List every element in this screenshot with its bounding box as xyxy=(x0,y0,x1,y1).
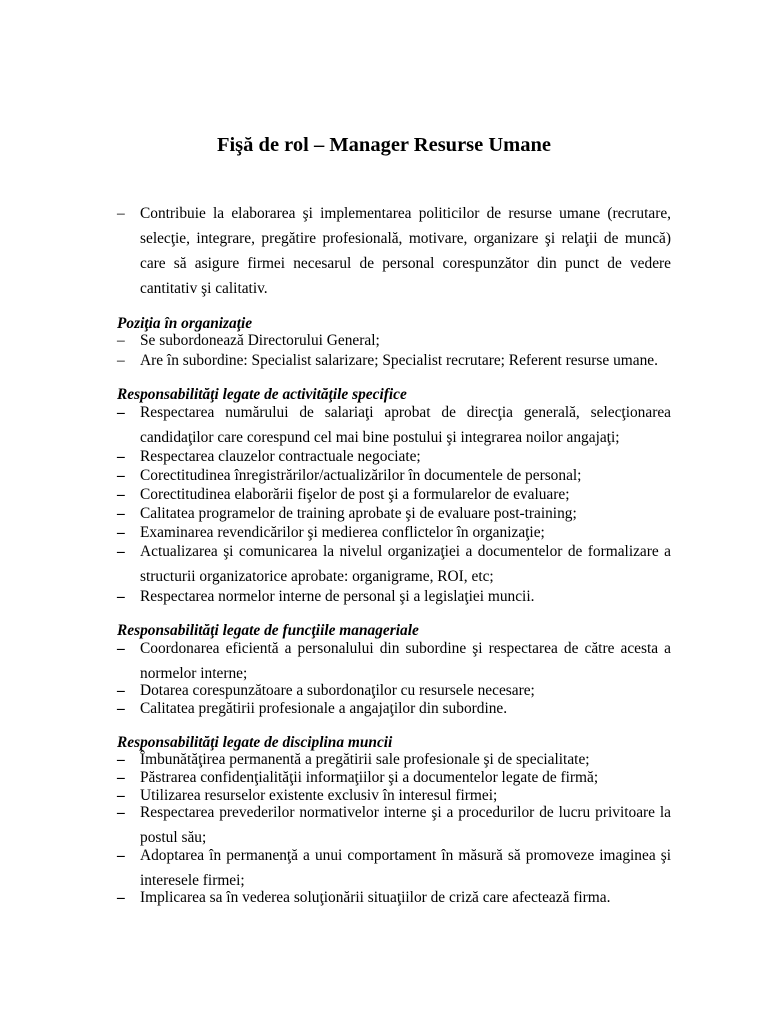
position-list-item xyxy=(117,348,671,373)
list-item-text: Adoptarea în permanenţă a unui comportament în măsură să promoveze imaginea şi interesele firmei; xyxy=(140,846,671,889)
bullet-dash: – xyxy=(117,504,125,522)
bullet-dash: – xyxy=(117,639,125,657)
document-title: Fişă de rol – Manager Resurse Umane xyxy=(216,134,552,156)
bullet-dash: – xyxy=(117,447,125,465)
managerial-list-item xyxy=(117,696,671,721)
bullet-dash: – xyxy=(117,768,125,786)
list-item-text: Respectarea normelor interne de personal şi a legislaţiei muncii. xyxy=(140,587,535,605)
section-heading-specific-activities: Responsabilităţi legate de activităţile specifice xyxy=(117,386,407,403)
activities-list-item xyxy=(117,584,671,609)
intro-text: Contribuie la elaborarea şi implementarea politicilor de resurse umane (recrutare, selecţie, integrare, pregătire profesională, motivare, organizare şi relaţii de muncă) care să asigure firmei necesarul de personal corespunzător din punct de vedere cantitativ şi calitativ. xyxy=(140,204,671,298)
list-item-text: Calitatea pregătirii profesionale a angajaţilor din subordine. xyxy=(140,699,508,717)
bullet-dash: – xyxy=(117,485,125,503)
list-item-text: Corectitudinea înregistrărilor/actualizărilor în documentele de personal; xyxy=(140,466,582,484)
list-item-text: Păstrarea confidenţialităţii informaţiilor şi a documentelor legate de firmă; xyxy=(140,768,599,786)
bullet-dash: – xyxy=(117,523,125,541)
bullet-dash: – xyxy=(117,331,125,349)
list-item-text: Are în subordine: Specialist salarizare; Specialist recrutare; Referent resurse umane. xyxy=(140,351,658,369)
list-item-text: Actualizarea şi comunicarea la nivelul organizaţiei a documentelor de formalizare a structurii organizatorice aprobate: organigrame, ROI, etc; xyxy=(140,542,671,585)
activities-list-item xyxy=(117,400,671,451)
section-heading-position: Poziţia în organizaţie xyxy=(117,315,253,332)
section-heading-work-discipline: Responsabilităţi legate de disciplina muncii xyxy=(117,734,393,751)
bullet-dash: – xyxy=(117,786,125,804)
list-item-text: Dotarea corespunzătoare a subordonaţilor cu resursele necesare; xyxy=(140,681,535,699)
list-item-text: Utilizarea resurselor existente exclusiv în interesul firmei; xyxy=(140,786,498,804)
section-heading-managerial-functions: Responsabilităţi legate de funcţiile manageriale xyxy=(117,622,419,639)
list-item-text: Respectarea prevederilor normativelor interne şi a procedurilor de lucru privitoare la postul său; xyxy=(140,803,671,846)
intro-bullet xyxy=(117,201,671,302)
activities-list-item xyxy=(117,539,671,590)
bullet-dash: – xyxy=(117,542,125,560)
bullet-dash: – xyxy=(117,750,125,768)
list-item-text: Respectarea numărului de salariaţi aprobat de direcţia generală, selecţionarea candidaţilor care corespund cel mai bine postului şi integrarea noilor angajaţi; xyxy=(140,403,671,446)
list-item-text: Examinarea revendicărilor şi medierea conflictelor în organizaţie; xyxy=(140,523,545,541)
bullet-dash: – xyxy=(117,204,125,222)
list-item-text: Respectarea clauzelor contractuale negociate; xyxy=(140,447,421,465)
bullet-dash: – xyxy=(117,681,125,699)
list-item-text: Se subordonează Directorului General; xyxy=(140,331,380,349)
list-item-text: Coordonarea eficientă a personalului din subordine şi respectarea de către acesta a normelor interne; xyxy=(140,639,671,682)
bullet-dash: – xyxy=(117,888,125,906)
bullet-dash: – xyxy=(117,846,125,864)
list-item-text: Corectitudinea elaborării fişelor de post şi a formularelor de evaluare; xyxy=(140,485,570,503)
bullet-dash: – xyxy=(117,803,125,821)
bullet-dash: – xyxy=(117,403,125,421)
bullet-dash: – xyxy=(117,699,125,717)
list-item-text: Calitatea programelor de training aprobate şi de evaluare post-training; xyxy=(140,504,577,522)
bullet-dash: – xyxy=(117,351,125,369)
bullet-dash: – xyxy=(117,587,125,605)
discipline-list-item xyxy=(117,885,671,910)
list-item-text: Implicarea sa în vederea soluţionării situaţiilor de criză care afectează firma. xyxy=(140,888,611,906)
bullet-dash: – xyxy=(117,466,125,484)
list-item-text: Îmbunătăţirea permanentă a pregătirii sale profesionale şi de specialitate; xyxy=(140,750,590,768)
